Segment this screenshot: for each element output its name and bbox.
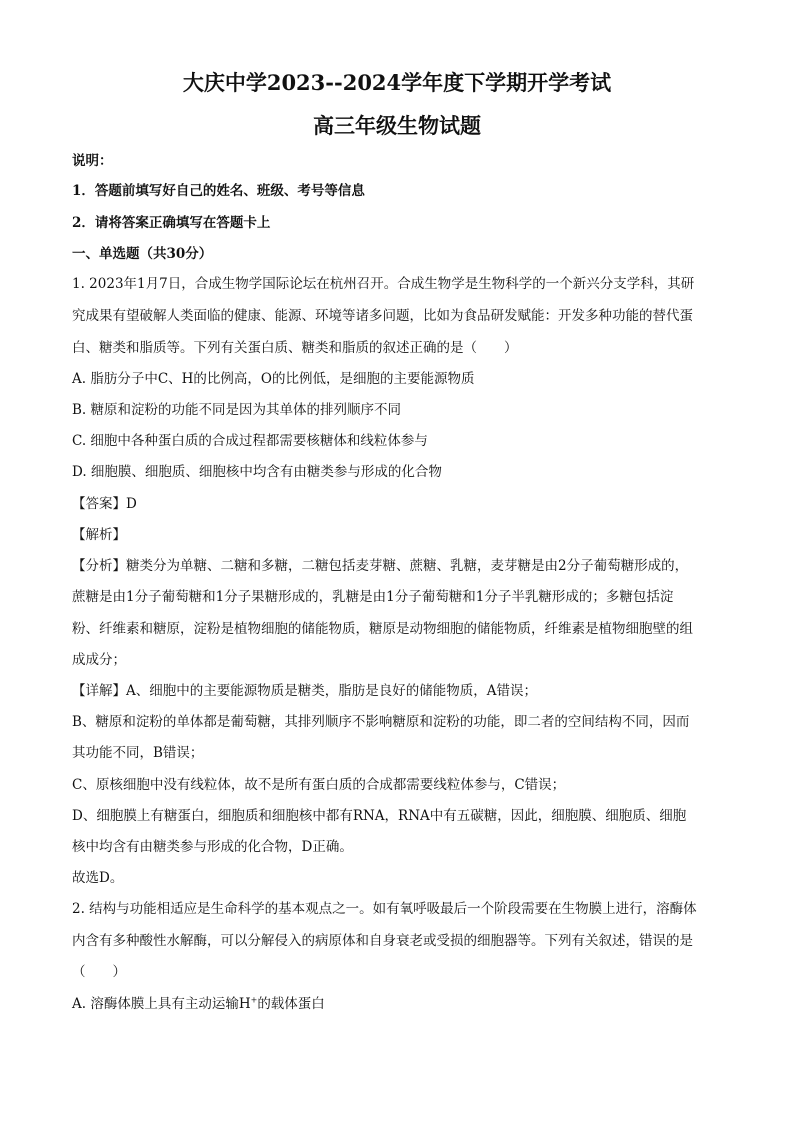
q2-stem-line: 2. 结构与功能相适应是生命科学的基本观点之一。如有氧呼吸最后一个阶段需要在生物膜上进行，溶酶体 (72, 901, 697, 917)
instruction-item-1: 1．答题前填写好自己的姓名、班级、考号等信息 (72, 183, 365, 199)
q1-option-d: D. 细胞膜、细胞质、细胞核中均含有由糖类参与形成的化合物 (72, 464, 442, 480)
q2-option-a-prefix: A. 溶酶体膜上具有主动运输H (72, 996, 251, 1012)
q1-fenxi-line: 粉、纤维素和糖原，淀粉是植物细胞的储能物质，糖原是动物细胞的储能物质，纤维素是植物细胞壁的组 (72, 621, 693, 637)
q1-fenxi-line (72, 555, 724, 577)
q1-option-c: C. 细胞中各种蛋白质的合成过程都需要核糖体和线粒体参与 (72, 433, 428, 449)
answer-value: D (126, 496, 137, 512)
q1-stem-line: 究成果有望破解人类面临的健康、能源、环境等诸多问题，比如为食品研发赋能：开发多种功能的替代蛋 (72, 308, 693, 324)
superscript-plus: + (250, 995, 258, 1005)
q1-stem-line: 白、糖类和脂质等。下列有关蛋白质、糖类和脂质的叙述正确的是（ ） (72, 340, 518, 356)
xiangjie-label: 【详解】 (72, 683, 126, 699)
exam-subtitle: 高三年级生物试题 (313, 113, 481, 138)
q2-option-a (72, 993, 724, 1015)
q1-stem-line: 1. 2023年1月7日，合成生物学国际论坛在杭州召开。合成生物学是生物科学的一个新兴分支学科，其研 (72, 276, 695, 292)
answer-label: 【答案】 (72, 496, 126, 512)
q2-stem-line: （ ） (72, 964, 126, 980)
q1-conclusion: 故选D。 (72, 870, 124, 886)
q1-fenxi-line: 成成分； (72, 652, 126, 668)
q1-analysis-label: 【解析】 (72, 527, 126, 543)
q2-option-a-suffix: 的载体蛋白 (257, 996, 325, 1012)
q1-answer (72, 493, 724, 515)
instruction-item-2: 2．请将答案正确填写在答题卡上 (72, 215, 271, 231)
fenxi-text: 糖类分为单糖、二糖和多糖，二糖包括麦芽糖、蔗糖、乳糖，麦芽糖是由2分子葡萄糖形成的， (126, 558, 689, 574)
q1-option-b: B. 糖原和淀粉的功能不同是因为其单体的排列顺序不同 (72, 402, 402, 418)
q1-xiangjie-line: D、细胞膜上有糖蛋白，细胞质和细胞核中都有RNA，RNA中有五碳糖，因此，细胞膜、细胞质、细胞 (72, 808, 687, 824)
q1-xiangjie-line: 核中均含有由糖类参与形成的化合物，D正确。 (72, 839, 353, 855)
q1-option-a: A. 脂肪分子中C、H的比例高，O的比例低，是细胞的主要能源物质 (72, 371, 475, 387)
q1-xiangjie-line (72, 680, 724, 702)
q1-xiangjie-line: B、糖原和淀粉的单体都是葡萄糖，其排列顺序不影响糖原和淀粉的功能，即二者的空间结构不同，因而 (72, 714, 690, 730)
exam-title: 大庆中学2023--2024学年度下学期开学考试 (182, 70, 612, 95)
xiangjie-text: A、细胞中的主要能源物质是糖类，脂肪是良好的储能物质，A错误； (126, 683, 537, 699)
instructions-label: 说明： (72, 153, 113, 169)
q2-stem-line: 内含有多种酸性水解酶，可以分解侵入的病原体和自身衰老或受损的细胞器等。下列有关叙述，错误的是 (72, 933, 693, 949)
q1-xiangjie-line: C、原核细胞中没有线粒体，故不是所有蛋白质的合成都需要线粒体参与，C错误； (72, 777, 566, 793)
section-heading: 一、单选题（共30分） (72, 246, 213, 262)
fenxi-label: 【分析】 (72, 558, 126, 574)
q1-fenxi-line: 蔗糖是由1分子葡萄糖和1分子果糖形成的，乳糖是由1分子葡萄糖和1分子半乳糖形成的；多糖包括淀 (72, 589, 674, 605)
q1-xiangjie-line: 其功能不同，B错误； (72, 745, 204, 761)
